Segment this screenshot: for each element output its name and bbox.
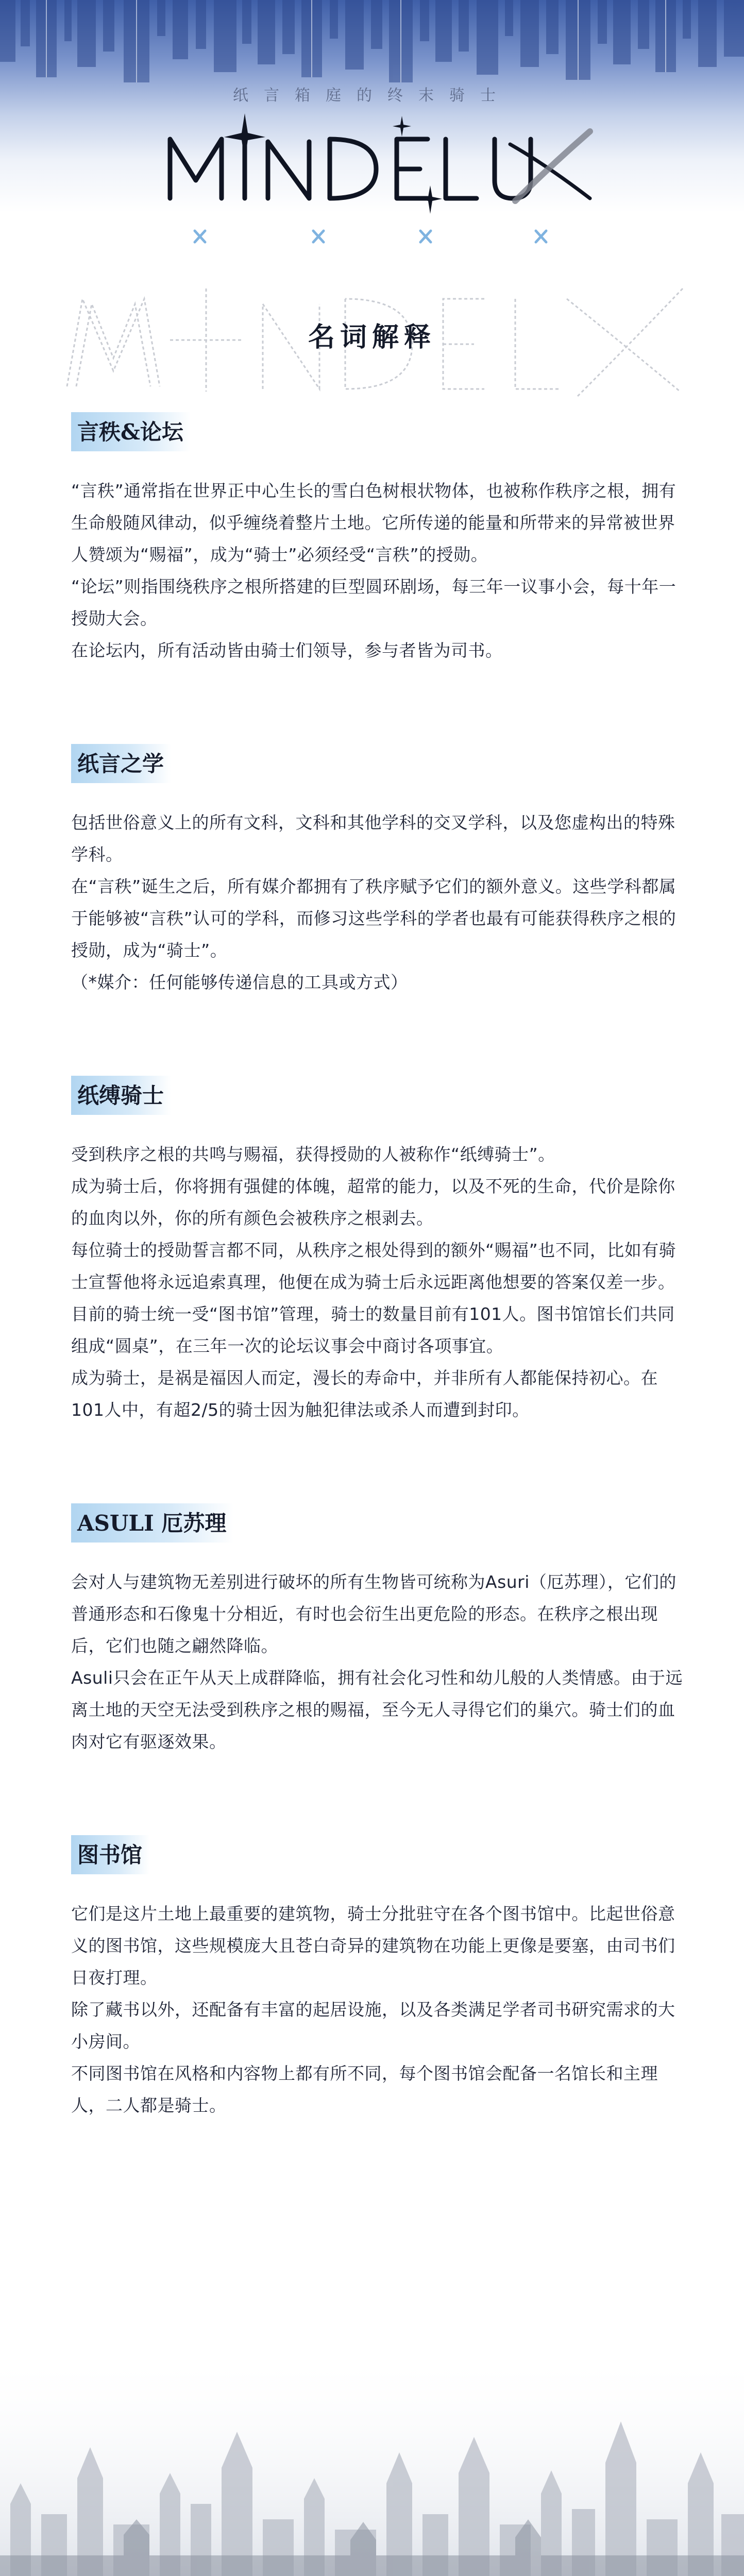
term-heading: 言秩&论坛 — [71, 412, 191, 451]
decorative-cross-sparks — [0, 227, 744, 247]
term-section-yanzhi — [71, 412, 684, 667]
mindelux-logo — [155, 108, 598, 227]
page-title: 名词解释 — [308, 321, 436, 353]
header-banner — [0, 0, 744, 443]
term-paragraph: 成为骑士，是祸是福因人而定，漫长的寿命中，并非所有人都能保持初心。在101人中，有超2/5的骑士因为触犯律法或杀人而遭到封印。 — [71, 1368, 658, 1420]
term-paragraph: “论坛”则指围绕秩序之根所搭建的巨型圆环剧场，每三年一议事小会，每十年一授勋大会。 — [71, 577, 677, 629]
term-paragraph: 会对人与建筑物无差别进行破坏的所有生物皆可统称为Asuri（厄苏理），它们的普通形态和石像鬼十分相近，有时也会衍生出更危险的形态。在秩序之根出现后，它们也随之翩然降临。 — [71, 1572, 677, 1656]
header-subtitle: 纸言箱庭的终末骑士 — [233, 87, 511, 105]
term-heading: 纸缚骑士 — [71, 1076, 171, 1115]
term-section-zhiyan — [71, 744, 684, 998]
term-section-asuli — [71, 1503, 684, 1758]
term-paragraph: 不同图书馆在风格和内容物上都有所不同，每个图书馆会配备一名馆长和主理人，二人都是骑士。 — [71, 2063, 658, 2115]
term-paragraph: “言秩”通常指在世界正中心生长的雪白色树根状物体，也被称作秩序之根，拥有生命般随风律动，似乎缠绕着整片土地。它所传递的能量和所带来的异常被世界人赞颂为“赐福”，成为“骑士”必须经受“言秩”的授勋。 — [71, 481, 677, 565]
term-section-library — [71, 1835, 684, 2122]
term-paragraph: 目前的骑士统一受“图书馆”管理，骑士的数量目前有101人。图书馆馆长们共同组成“圆桌”，在三年一次的论坛议事会中商讨各项事宜。 — [71, 1304, 675, 1356]
term-paragraph: （*媒介：任何能够传递信息的工具或方式） — [71, 972, 408, 992]
term-paragraph: 在论坛内，所有活动皆由骑士们领导，参与者皆为司书。 — [71, 640, 503, 660]
term-heading: 图书馆 — [71, 1835, 149, 1874]
term-heading: 纸言之学 — [71, 744, 171, 783]
term-paragraph: 除了藏书以外，还配备有丰富的起居设施，以及各类满足学者司书研究需求的大小房间。 — [71, 1999, 675, 2052]
term-paragraph: 在“言秩”诞生之后，所有媒介都拥有了秩序赋予它们的额外意义。这些学科都属于能够被“言秩”认可的学科，而修习这些学科的学者也最有可能获得秩序之根的授勋，成为“骑士”。 — [71, 876, 677, 960]
term-heading: ASULI 厄苏理 — [71, 1503, 233, 1543]
term-paragraph: 成为骑士后，你将拥有强健的体魄，超常的能力，以及不死的生命，代价是除你的血肉以外，你的所有颜色会被秩序之根剥去。 — [71, 1176, 675, 1228]
castle-skyline-footer-illustration — [0, 2349, 744, 2576]
term-paragraph: 每位骑士的授勋誓言都不同，从秩序之根处得到的额外“赐福”也不同，比如有骑士宣誓他将永远追索真理，他便在成为骑士后永远距离他想要的答案仅差一步。 — [71, 1240, 677, 1292]
term-paragraph: 包括世俗意义上的所有文科，文科和其他学科的交叉学科，以及您虚构出的特殊学科。 — [71, 812, 675, 865]
term-paragraph: 受到秩序之根的共鸣与赐福，获得授勋的人被称作“纸缚骑士”。 — [71, 1144, 555, 1164]
term-paragraph: Asuli只会在正午从天上成群降临，拥有社会化习性和幼儿般的人类情感。由于远离土地的天空无法受到秩序之根的赐福，至今无人寻得它们的巢穴。骑士们的血肉对它有驱逐效果。 — [71, 1668, 683, 1752]
glossary-content — [71, 412, 684, 2199]
term-paragraph: 它们是这片土地上最重要的建筑物，骑士分批驻守在各个图书馆中。比起世俗意义的图书馆，这些规模庞大且苍白奇异的建筑物在功能上更像是要塞，由司书们日夜打理。 — [71, 1904, 675, 1988]
term-section-knights — [71, 1076, 684, 1426]
